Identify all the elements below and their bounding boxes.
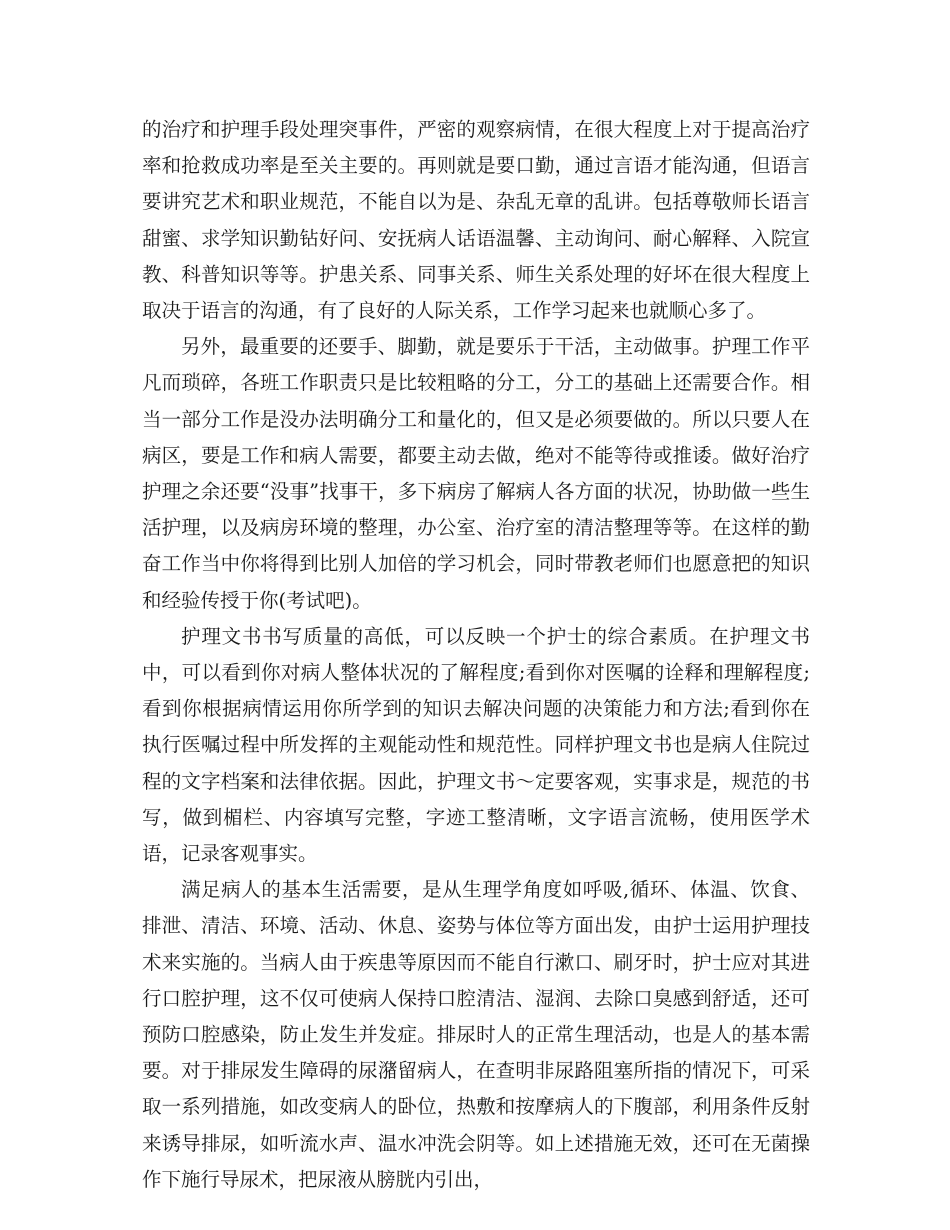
document-body [142, 112, 810, 1198]
paragraph-4: 满足病人的基本生活需要，是从生理学角度如呼吸,循环、体温、饮食、排泄、清洁、环境、活动、休息、姿势与体位等方面出发，由护士运用护理技术来实施的。当病人由于疾患等原因而不能自行漱口、刷牙时，护士应对其进行口腔护理，这不仅可使病人保持口腔清洁、湿润、去除口臭感到舒适，还可预防口腔感染，防止发生并发症。排尿时人的正常生理活动，也是人的基本需要。对于排尿发生障碍的尿潴留病人，在查明非尿路阻塞所指的情况下，可采取一系列措施，如改变病人的卧位，热敷和按摩病人的下腹部，利用条件反射来诱导排尿，如听流水声、温水冲洗会阴等。如上述措施无效，还可在无菌操作下施行导尿术，把尿液从膀胱内引出， [142, 878, 810, 1191]
paragraph-3: 护理文书书写质量的高低，可以反映一个护士的综合素质。在护理文书中，可以看到你对病人整体状况的了解程度;看到你对医嘱的诠释和理解程度;看到你根据病情运用你所学到的知识去解决问题的决策能力和方法;看到你在执行医嘱过程中所发挥的主观能动性和规范性。同样护理文书也是病人住院过程的文字档案和法律依据。因此，护理文书～定要客观，实事求是，规范的书写，做到楣栏、内容填写完整，字迹工整清晰，文字语言流畅，使用医学术语，记录客观事实。 [142, 624, 810, 866]
paragraph-1: 的治疗和护理手段处理突事件，严密的观察病情，在很大程度上对于提高治疗率和抢救成功率是至关主要的。再则就是要口勤，通过言语才能沟通，但语言要讲究艺术和职业规范，不能自以为是、杂乱无章的乱讲。包括尊敬师长语言甜蜜、求学知识勤钻好问、安抚病人话语温馨、主动询问、耐心解释、入院宣教、科普知识等等。护患关系、同事关系、师生关系处理的好坏在很大程度上取决于语言的沟通，有了良好的人际关系，工作学习起来也就顺心多了。 [142, 118, 810, 323]
paragraph-2: 另外，最重要的还要手、脚勤，就是要乐于干活，主动做事。护理工作平凡而琐碎，各班工作职责只是比较粗略的分工，分工的基础上还需要合作。相当一部分工作是没办法明确分工和量化的，但又是必须要做的。所以只要人在病区，要是工作和病人需要，都要主动去做，绝对不能等待或推诿。做好治疗护理之余还要“没事”找事干，多下病房了解病人各方面的状况，协助做一些生活护理，以及病房环境的整理，办公室、治疗室的清洁整理等等。在这样的勤奋工作当中你将得到比别人加倍的学习机会，同时带教老师们也愿意把的知识和经验传授于你(考试吧)。 [142, 335, 810, 612]
